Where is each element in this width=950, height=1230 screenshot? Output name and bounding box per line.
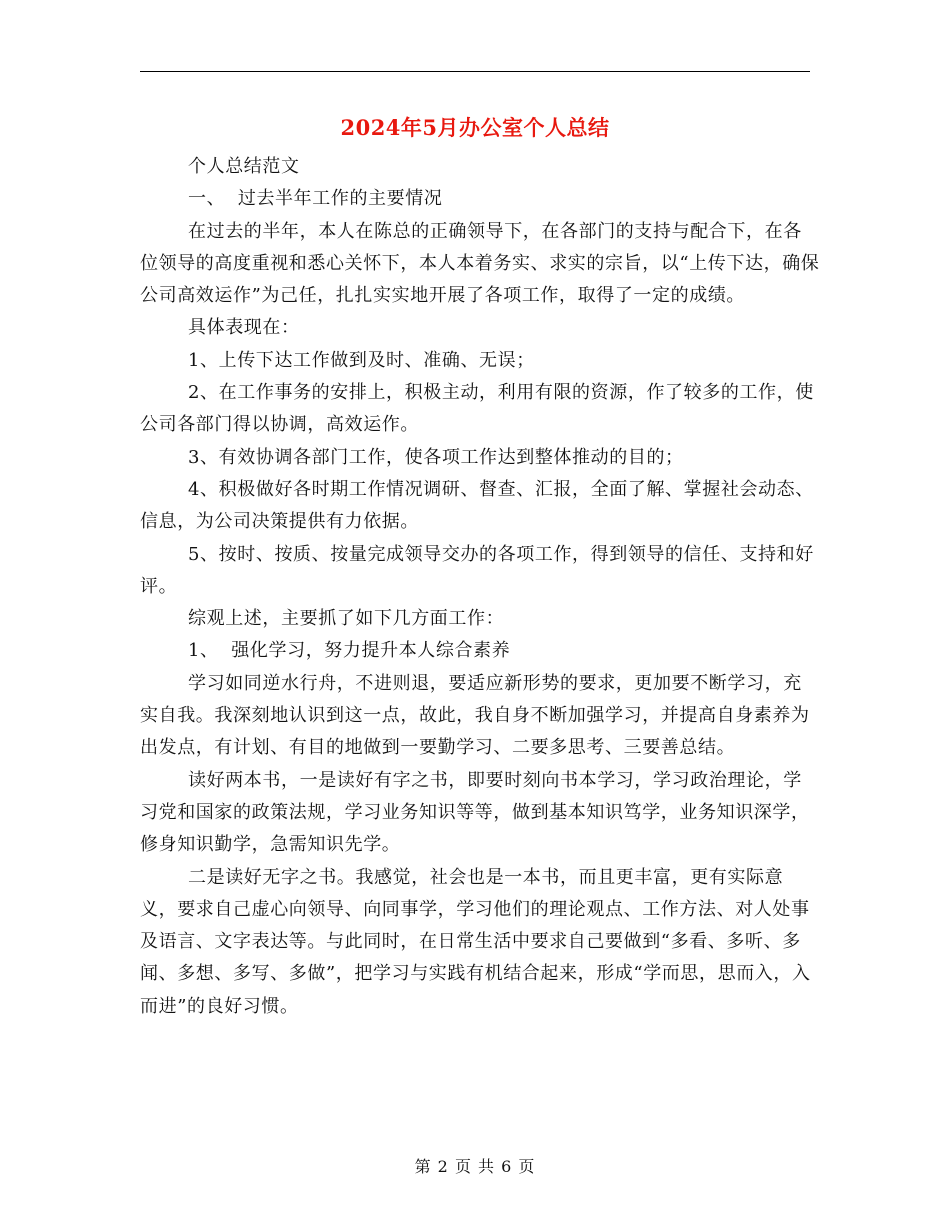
paragraph	[140, 668, 820, 765]
text-line: 要求自己要做到“多看、多听、多闻、多想、多写、多做”，把学习	[140, 931, 801, 985]
paragraph	[140, 442, 820, 474]
text-line: 工作方法、对人处事及语言、文字表达等。与此同时，在日常生活中	[140, 898, 810, 953]
section-heading: 1、 强化学习，努力提升本人综合素养	[188, 640, 511, 662]
list-item: 2、在工作事务的安排上，积极主动，利用有限的资源，作了较多	[188, 382, 721, 404]
text-line: 有实际意义，要求自己虚心向领导、向同事学，学习他们的理论观点、	[140, 866, 784, 920]
paragraph	[140, 635, 820, 667]
text-line: 社会动态、信息，为公司决策提供有力依据。	[140, 478, 814, 533]
text-line: 宗旨，以“上传下达，确保公司高效运作”为己任，扎扎实实地开展	[140, 252, 820, 307]
text-line: 在过去的半年，本人在陈总的正确领导下，在各部门的支持与配	[188, 220, 709, 242]
text-line: 读好两本书，一是读好有字之书，即要时刻向书本学习，学习政	[188, 769, 709, 791]
paragraph	[140, 377, 820, 442]
text-line: 了各项工作，取得了一定的成绩。	[466, 285, 746, 307]
list-item: 1、上传下达工作做到及时、准确、无误；	[188, 349, 535, 371]
text-line: 具体表现在：	[188, 317, 300, 339]
text-line: 二要多思考、三要善总结。	[512, 737, 736, 759]
list-item: 5、按时、按质、按量完成领导交办的各项工作，得到领导的信任、	[188, 543, 740, 565]
paragraph	[140, 539, 820, 604]
text-line: 合下，在各位领导的高度重视和悉心关怀下，本人本着务实、求实的	[140, 220, 802, 274]
section-heading: 一、 过去半年工作的主要情况	[188, 188, 443, 210]
header-rule	[140, 71, 810, 72]
text-line: 与实践有机结合起来，形成“学而思，思而入，入而进”的良好习惯。	[140, 963, 811, 1017]
text-line: 断学习，充实自我。我深刻地认识到这一点，故此，我自身不断加强	[140, 672, 802, 727]
paragraph	[140, 603, 820, 635]
paragraph	[140, 151, 820, 183]
text-line: 综观上述，主要抓了如下几方面工作：	[188, 608, 505, 630]
list-item: 4、积极做好各时期工作情况调研、督查、汇报，全面了解、掌握	[188, 478, 721, 500]
paragraph	[140, 216, 820, 313]
paragraph	[140, 345, 820, 377]
text-line: 治理论，学习党和国家的政策法规，学习业务知识等等，做到基本知	[140, 769, 802, 823]
text-line: 学习如同逆水行舟，不进则退，要适应新形势的要求，更加要不	[188, 672, 709, 694]
paragraph	[140, 765, 820, 862]
document-body	[140, 151, 820, 1023]
paragraph	[140, 862, 820, 1023]
text-line: 个人总结范文	[188, 156, 300, 177]
page-number: 第 2 页 共 6 页	[414, 1157, 536, 1176]
text-line: 二是读好无字之书。我感觉，社会也是一本书，而且更丰富，更	[188, 866, 709, 888]
text-line: 识笃学，业务知识深学，修身知识勤学，急需知识先学。	[140, 801, 810, 856]
paragraph	[140, 183, 820, 215]
document-title: 2024年5月办公室个人总结	[340, 115, 610, 140]
list-item: 3、有效协调各部门工作，使各项工作达到整体推动的目的；	[188, 446, 684, 468]
text-line: 学习，并提高自身素养为出发点，有计划、有目的地做到一要勤学习、	[140, 705, 810, 759]
paragraph	[140, 474, 820, 539]
paragraph	[140, 312, 820, 344]
text-line: 支持和好评。	[140, 543, 814, 597]
text-line: 的工作，使公司各部门得以协调，高效运作。	[140, 382, 814, 436]
